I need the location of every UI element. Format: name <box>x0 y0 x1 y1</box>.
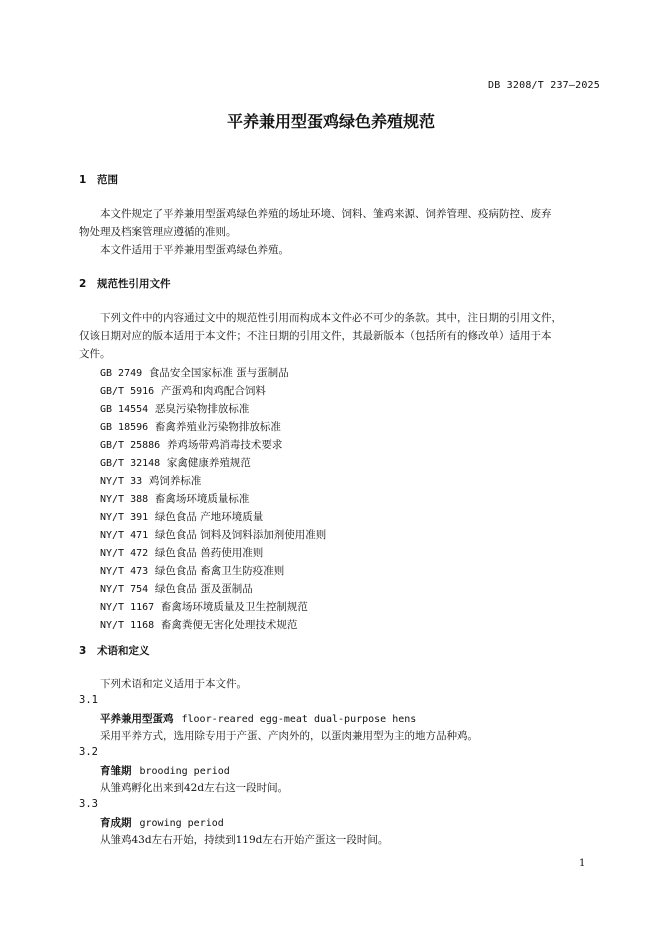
reference-name: 绿色食品 畜禽卫生防疫准则 <box>154 565 285 577</box>
term-title <box>100 711 416 726</box>
reference-name: 绿色食品 兽药使用准则 <box>154 547 264 559</box>
reference-item <box>100 526 326 545</box>
scope-paragraph-line2: 物处理及档案管理应遵循的准则。 <box>79 226 237 238</box>
term-definition: 从雏鸡43d左右开始，持续到119d左右开始产蛋这一段时间。 <box>100 834 389 846</box>
document-number: DB 3208/T 237—2025 <box>488 80 600 91</box>
section-number: 1 <box>79 174 87 186</box>
reference-code: GB 2749 <box>100 368 143 379</box>
reference-code: NY/T 391 <box>100 512 149 523</box>
reference-item <box>100 454 251 473</box>
reference-name: 恶臭污染物排放标准 <box>154 403 250 415</box>
reference-item <box>100 418 281 437</box>
reference-name: 畜禽场环境质量及卫生控制规范 <box>160 601 308 613</box>
section-title: 规范性引用文件 <box>97 278 171 290</box>
reference-item <box>100 580 253 599</box>
term-en: brooding period <box>139 766 230 777</box>
scope-paragraph-applicability: 本文件适用于平养兼用型蛋鸡绿色养殖。 <box>100 244 289 256</box>
reference-name: 绿色食品 蛋及蛋制品 <box>154 583 253 595</box>
reference-code: NY/T 1167 <box>100 602 155 613</box>
reference-name: 食品安全国家标准 蛋与蛋制品 <box>148 367 289 379</box>
term-zh: 平养兼用型蛋鸡 <box>100 713 174 725</box>
reference-code: NY/T 33 <box>100 476 143 487</box>
reference-code: GB/T 25886 <box>100 440 161 451</box>
reference-name: 畜禽养殖业污染物排放标准 <box>154 421 281 433</box>
reference-code: GB/T 32148 <box>100 458 161 469</box>
section-heading-terms <box>79 643 150 658</box>
reference-item <box>100 436 282 455</box>
term-zh: 育成期 <box>100 817 132 829</box>
term-definition: 从雏鸡孵化出来到42d左右这一段时间。 <box>100 782 289 794</box>
reference-code: NY/T 472 <box>100 548 149 559</box>
reference-code: NY/T 754 <box>100 584 149 595</box>
reference-name: 畜禽场环境质量标准 <box>154 493 250 505</box>
reference-code: NY/T 388 <box>100 494 149 505</box>
term-en: floor-reared egg-meat dual-purpose hens <box>181 714 417 725</box>
reference-code: GB 14554 <box>100 404 149 415</box>
reference-code: GB/T 5916 <box>100 386 155 397</box>
normative-intro-line2: 仅该日期对应的版本适用于本文件；不注日期的引用文件，其最新版本（包括所有的修改单）适用于本 <box>79 330 552 342</box>
reference-code: GB 18596 <box>100 422 149 433</box>
document-title: 平养兼用型蛋鸡绿色养殖规范 <box>226 112 435 131</box>
reference-name: 绿色食品 饲料及饲料添加剂使用准则 <box>154 529 327 541</box>
terms-intro: 下列术语和定义适用于本文件。 <box>100 678 247 690</box>
reference-item <box>100 508 263 527</box>
reference-name: 家禽健康养殖规范 <box>166 457 251 469</box>
term-title <box>100 815 224 830</box>
reference-name: 畜禽粪便无害化处理技术规范 <box>160 619 298 631</box>
reference-code: NY/T 1168 <box>100 620 155 631</box>
term-number: 3.3 <box>79 798 98 810</box>
term-title <box>100 763 230 778</box>
reference-name: 产蛋鸡和肉鸡配合饲料 <box>160 385 266 397</box>
reference-item <box>100 598 308 617</box>
normative-intro-line1: 下列文件中的内容通过文中的规范性引用而构成本文件必不可少的条款。其中，注日期的引用文件， <box>100 312 562 324</box>
reference-name: 绿色食品 产地环境质量 <box>154 511 264 523</box>
term-en: growing period <box>139 818 224 829</box>
reference-code: NY/T 473 <box>100 566 149 577</box>
section-number: 2 <box>79 278 87 290</box>
section-title: 术语和定义 <box>97 645 150 657</box>
term-number: 3.2 <box>79 746 98 758</box>
reference-item <box>100 616 297 635</box>
reference-item <box>100 490 249 509</box>
reference-item <box>100 364 289 383</box>
reference-item <box>100 544 263 563</box>
section-title: 范围 <box>97 174 118 186</box>
section-heading-normative <box>79 276 171 291</box>
term-definition: 采用平养方式，选用除专用于产蛋、产肉外的，以蛋肉兼用型为主的地方品种鸡。 <box>100 730 478 742</box>
term-number: 3.1 <box>79 694 98 706</box>
normative-intro-line3: 文件。 <box>79 348 111 360</box>
section-number: 3 <box>79 645 87 657</box>
reference-code: NY/T 471 <box>100 530 149 541</box>
reference-name: 鸡饲养标准 <box>148 475 202 487</box>
reference-item <box>100 472 201 491</box>
reference-item <box>100 400 249 419</box>
page-number: 1 <box>579 858 586 869</box>
term-zh: 育雏期 <box>100 765 132 777</box>
reference-item <box>100 382 266 401</box>
reference-name: 养鸡场带鸡消毒技术要求 <box>166 439 283 451</box>
section-heading-scope <box>79 172 118 187</box>
scope-paragraph-line1: 本文件规定了平养兼用型蛋鸡绿色养殖的场址环境、饲料、雏鸡来源、饲养管理、疫病防控、废弃 <box>100 208 552 220</box>
reference-item <box>100 562 284 581</box>
